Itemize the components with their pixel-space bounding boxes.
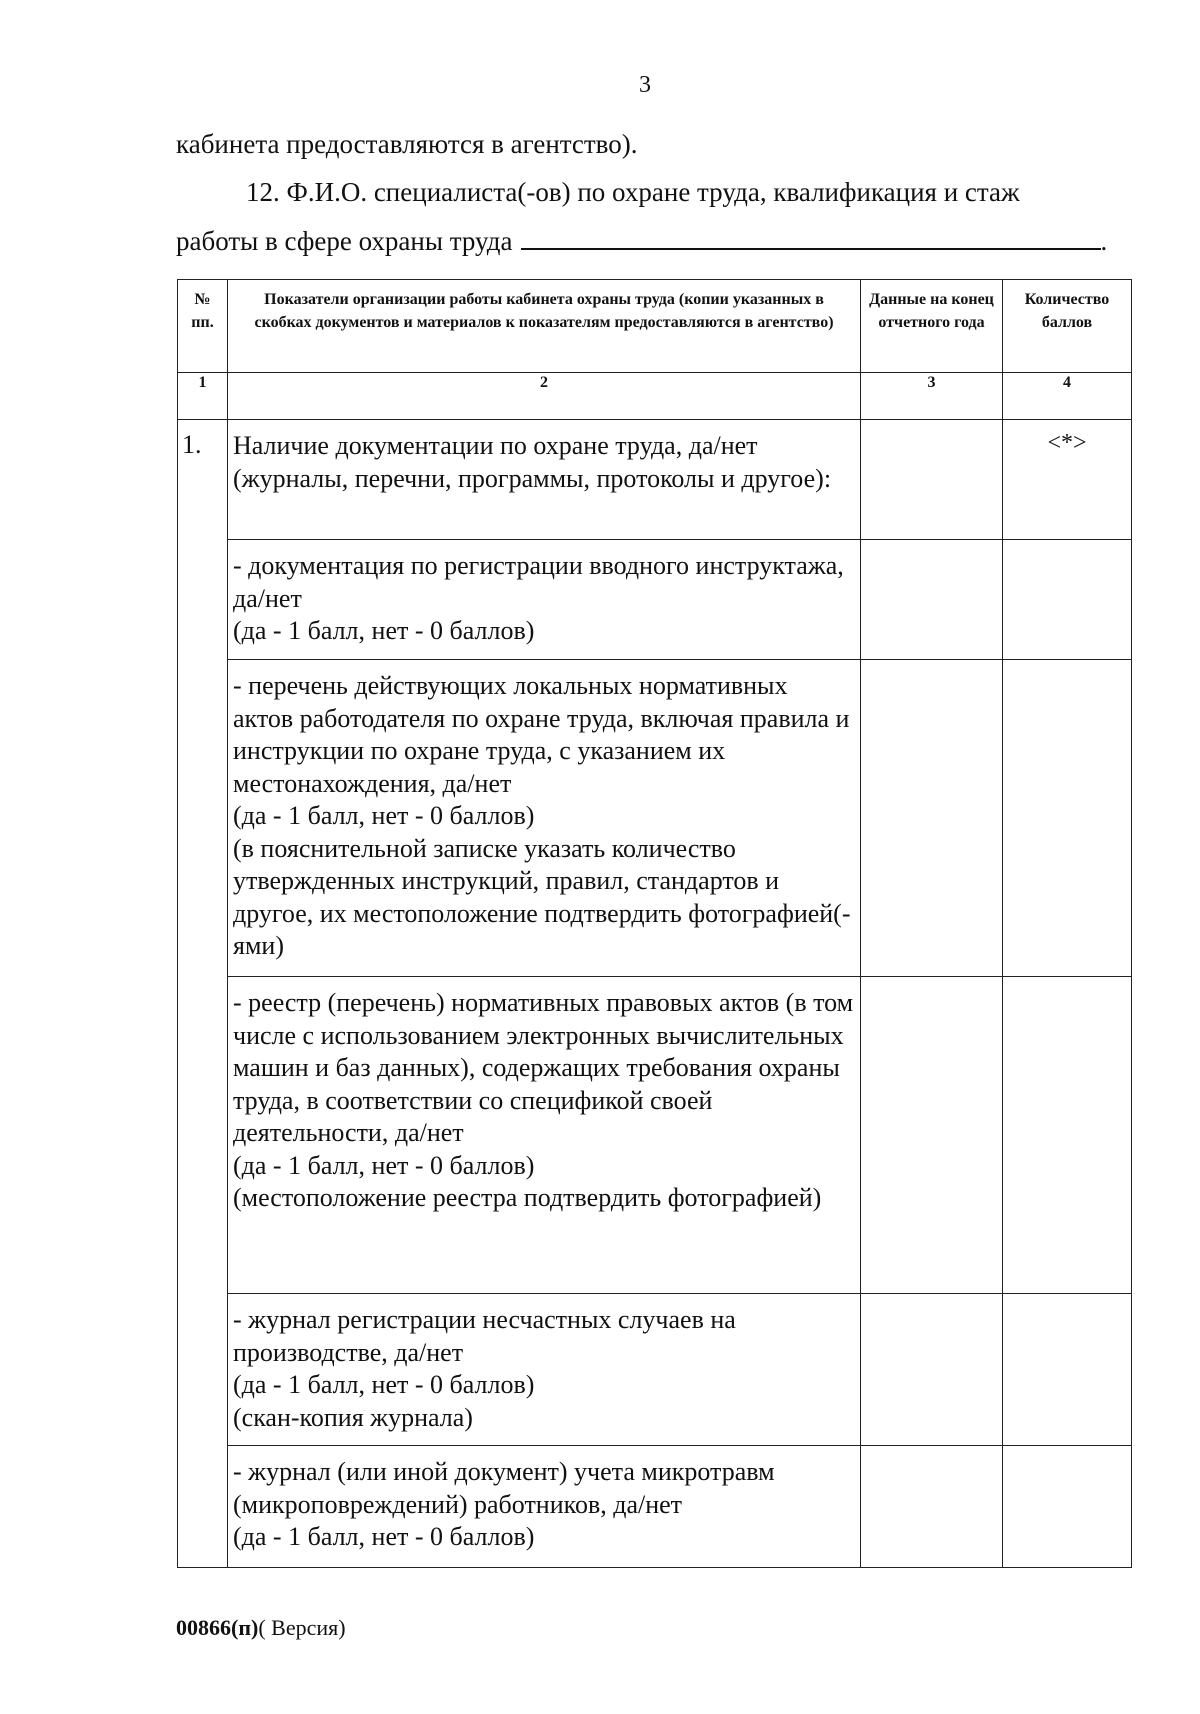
table-row	[178, 660, 1132, 977]
row-data-cell	[861, 660, 1003, 977]
row-score	[1003, 1294, 1132, 1446]
row-score	[1003, 540, 1132, 660]
item-12-end: .	[1100, 226, 1108, 256]
table-row	[178, 977, 1132, 1294]
header-col-indicators: Показатели организации работы кабинета охраны труда (копии указанных в скобках документов и материалов к показателям предоставляются в агентство)	[228, 280, 861, 373]
header-col-number: № пп.	[178, 280, 228, 373]
row-text: - реестр (перечень) нормативных правовых актов (в том числе с использованием электронных вычислительных машин и баз данных), содержащих требования охраны труда, в соответствии со спецификой своей деятельности, да/нет (да - 1 балл, нет - 0 баллов) (местоположение реестра подтвердить фотографией)	[228, 977, 861, 1294]
header-col-score: Количество баллов	[1003, 280, 1132, 373]
row-score	[1003, 1446, 1132, 1568]
paragraph-continuation: кабинета предоставляются в агентство).	[176, 129, 638, 159]
column-numbers-row	[178, 373, 1132, 420]
row-data-cell	[861, 977, 1003, 1294]
column-number: 2	[228, 373, 861, 420]
fill-in-blank	[521, 226, 1101, 250]
item-12-line1: 12. Ф.И.О. специалиста(-ов) по охране труда, квалификация и стаж	[246, 177, 1020, 207]
row-text: - документация по регистрации вводного инструктажа, да/нет (да - 1 балл, нет - 0 баллов)	[228, 540, 861, 660]
row-text: - журнал регистрации несчастных случаев на производстве, да/нет (да - 1 балл, нет - 0 баллов) (скан-копия журнала)	[228, 1294, 861, 1446]
column-number: 1	[178, 373, 228, 420]
footer-doc-code	[176, 1615, 346, 1641]
row-score	[1003, 977, 1132, 1294]
header-row	[178, 280, 1132, 373]
row-text: - журнал (или иной документ) учета микротравм (микроповреждений) работников, да/нет (да - 1 балл, нет - 0 баллов)	[228, 1446, 861, 1568]
indicators-table	[177, 279, 1132, 1568]
row-score: <*>	[1003, 420, 1132, 540]
row-text: - перечень действующих локальных нормативных актов работодателя по охране труда, включая правила и инструкции по охране труда, с указанием их местонахождения, да/нет (да - 1 балл, нет - 0 баллов) (в пояснительной записке указать количество утвержденных инструкций, правил, стандартов и другое, их местоположение подтвердить фотографией(-ями)	[228, 660, 861, 977]
row-data-cell	[861, 420, 1003, 540]
row-data-cell	[861, 540, 1003, 660]
column-number: 3	[861, 373, 1003, 420]
row-data-cell	[861, 1446, 1003, 1568]
item-12-line2	[176, 225, 1116, 257]
row-index: 1.	[178, 420, 228, 1568]
footer-version: ( Версия)	[258, 1615, 346, 1640]
footer-code: 00866(п)	[176, 1615, 259, 1640]
row-data-cell	[861, 1294, 1003, 1446]
table-row	[178, 1294, 1132, 1446]
table-row	[178, 540, 1132, 660]
item-12-line2-text: работы в сфере охраны труда	[176, 226, 513, 256]
table-row	[178, 420, 1132, 540]
row-score	[1003, 660, 1132, 977]
column-number: 4	[1003, 373, 1132, 420]
row-text: Наличие документации по охране труда, да/нет (журналы, перечни, программы, протоколы и другое):	[228, 420, 861, 540]
table-row	[178, 1446, 1132, 1568]
header-col-data: Данные на конец отчетного года	[861, 280, 1003, 373]
page-number: 3	[639, 72, 651, 98]
